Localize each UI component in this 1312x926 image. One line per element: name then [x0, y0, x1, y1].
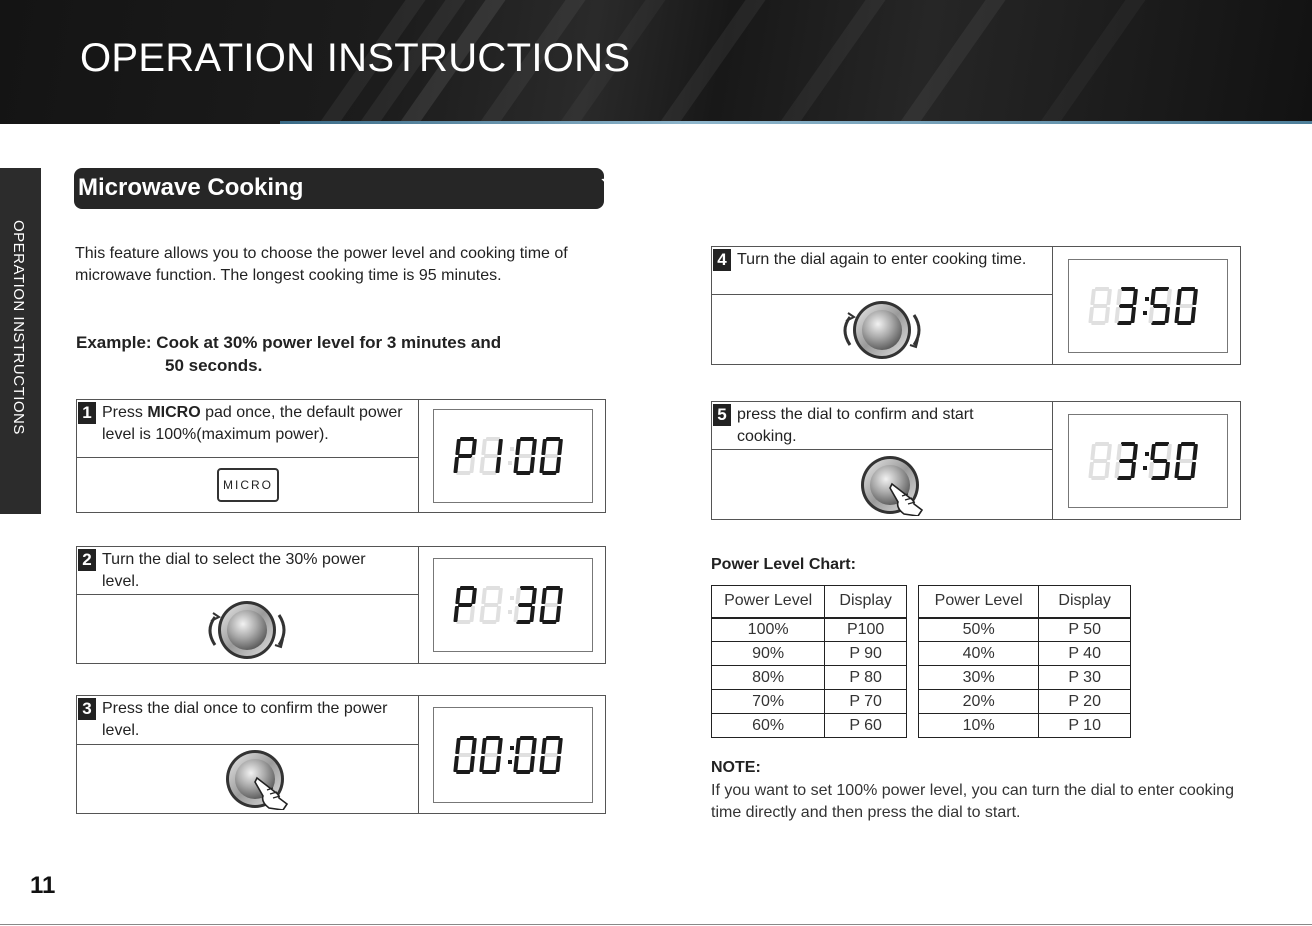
lcd-display	[433, 409, 593, 503]
table-row: 30% P 30	[919, 666, 1131, 690]
table-header-power: Power Level	[712, 586, 825, 618]
table-row: 100% P100	[712, 618, 907, 642]
dial-turn-icon	[197, 599, 297, 666]
example-line-2: 50 seconds.	[165, 356, 263, 375]
step-description: Turn the dial again to enter cooking time.	[737, 251, 1027, 268]
step-description: Turn the dial to select the 30% power level.	[102, 551, 366, 590]
lcd-display	[1068, 259, 1228, 353]
table-header-display: Display	[1039, 586, 1131, 618]
step-description: Press the dial once to confirm the power level.	[102, 700, 388, 739]
table-row: 50% P 50	[919, 618, 1131, 642]
section-header	[74, 168, 604, 209]
table-row: 20% P 20	[919, 690, 1131, 714]
table-row: 80% P 80	[712, 666, 907, 690]
step-description: Press MICRO pad once, the default power level is 100%(maximum power).	[102, 404, 403, 443]
micro-button: MICRO	[217, 468, 279, 502]
power-table-left	[711, 585, 907, 738]
pointing-hand-icon	[600, 172, 652, 211]
intro-text: This feature allows you to choose the power level and cooking time of microwave function. The longest cooking time is 95 minutes.	[75, 245, 568, 284]
example-text	[76, 331, 501, 377]
table-header-display: Display	[825, 586, 907, 618]
section-title: Microwave Cooking	[78, 174, 304, 201]
step-number: 5	[713, 404, 731, 426]
lcd-display	[433, 558, 593, 652]
lcd-display	[1068, 414, 1228, 508]
table-row: 10% P 10	[919, 714, 1131, 738]
table-row: 70% P 70	[712, 690, 907, 714]
note-text: If you want to set 100% power level, you can turn the dial to enter cooking time directly and then press the dial to start.	[711, 782, 1234, 821]
lcd-display	[433, 707, 593, 803]
header-banner	[0, 0, 1312, 124]
step-2-box	[76, 546, 606, 664]
side-tab	[0, 168, 41, 514]
step-description: press the dial to confirm and start cooking.	[737, 406, 974, 445]
dial-press-icon	[217, 748, 297, 815]
step-number: 2	[78, 549, 96, 571]
step-number: 1	[78, 402, 96, 424]
step-5-box	[711, 401, 1241, 520]
power-chart-title: Power Level Chart:	[711, 556, 856, 573]
example-line-1: Example: Cook at 30% power level for 3 minutes and	[76, 333, 502, 352]
step-1-box	[76, 399, 606, 513]
table-row: 60% P 60	[712, 714, 907, 738]
step-number: 3	[78, 698, 96, 720]
power-table-right	[918, 585, 1131, 738]
table-row: 90% P 90	[712, 642, 907, 666]
note-heading: NOTE:	[711, 759, 761, 776]
bottom-divider	[0, 924, 1312, 925]
dial-turn-icon	[832, 299, 932, 366]
page-number: 11	[30, 872, 56, 899]
page-title: OPERATION INSTRUCTIONS	[80, 36, 631, 80]
side-tab-label: OPERATION INSTRUCTIONS	[10, 220, 27, 435]
step-3-box	[76, 695, 606, 814]
table-header-power: Power Level	[919, 586, 1039, 618]
table-row: 40% P 40	[919, 642, 1131, 666]
step-number: 4	[713, 249, 731, 271]
step-4-box	[711, 246, 1241, 365]
dial-press-icon	[852, 454, 932, 521]
